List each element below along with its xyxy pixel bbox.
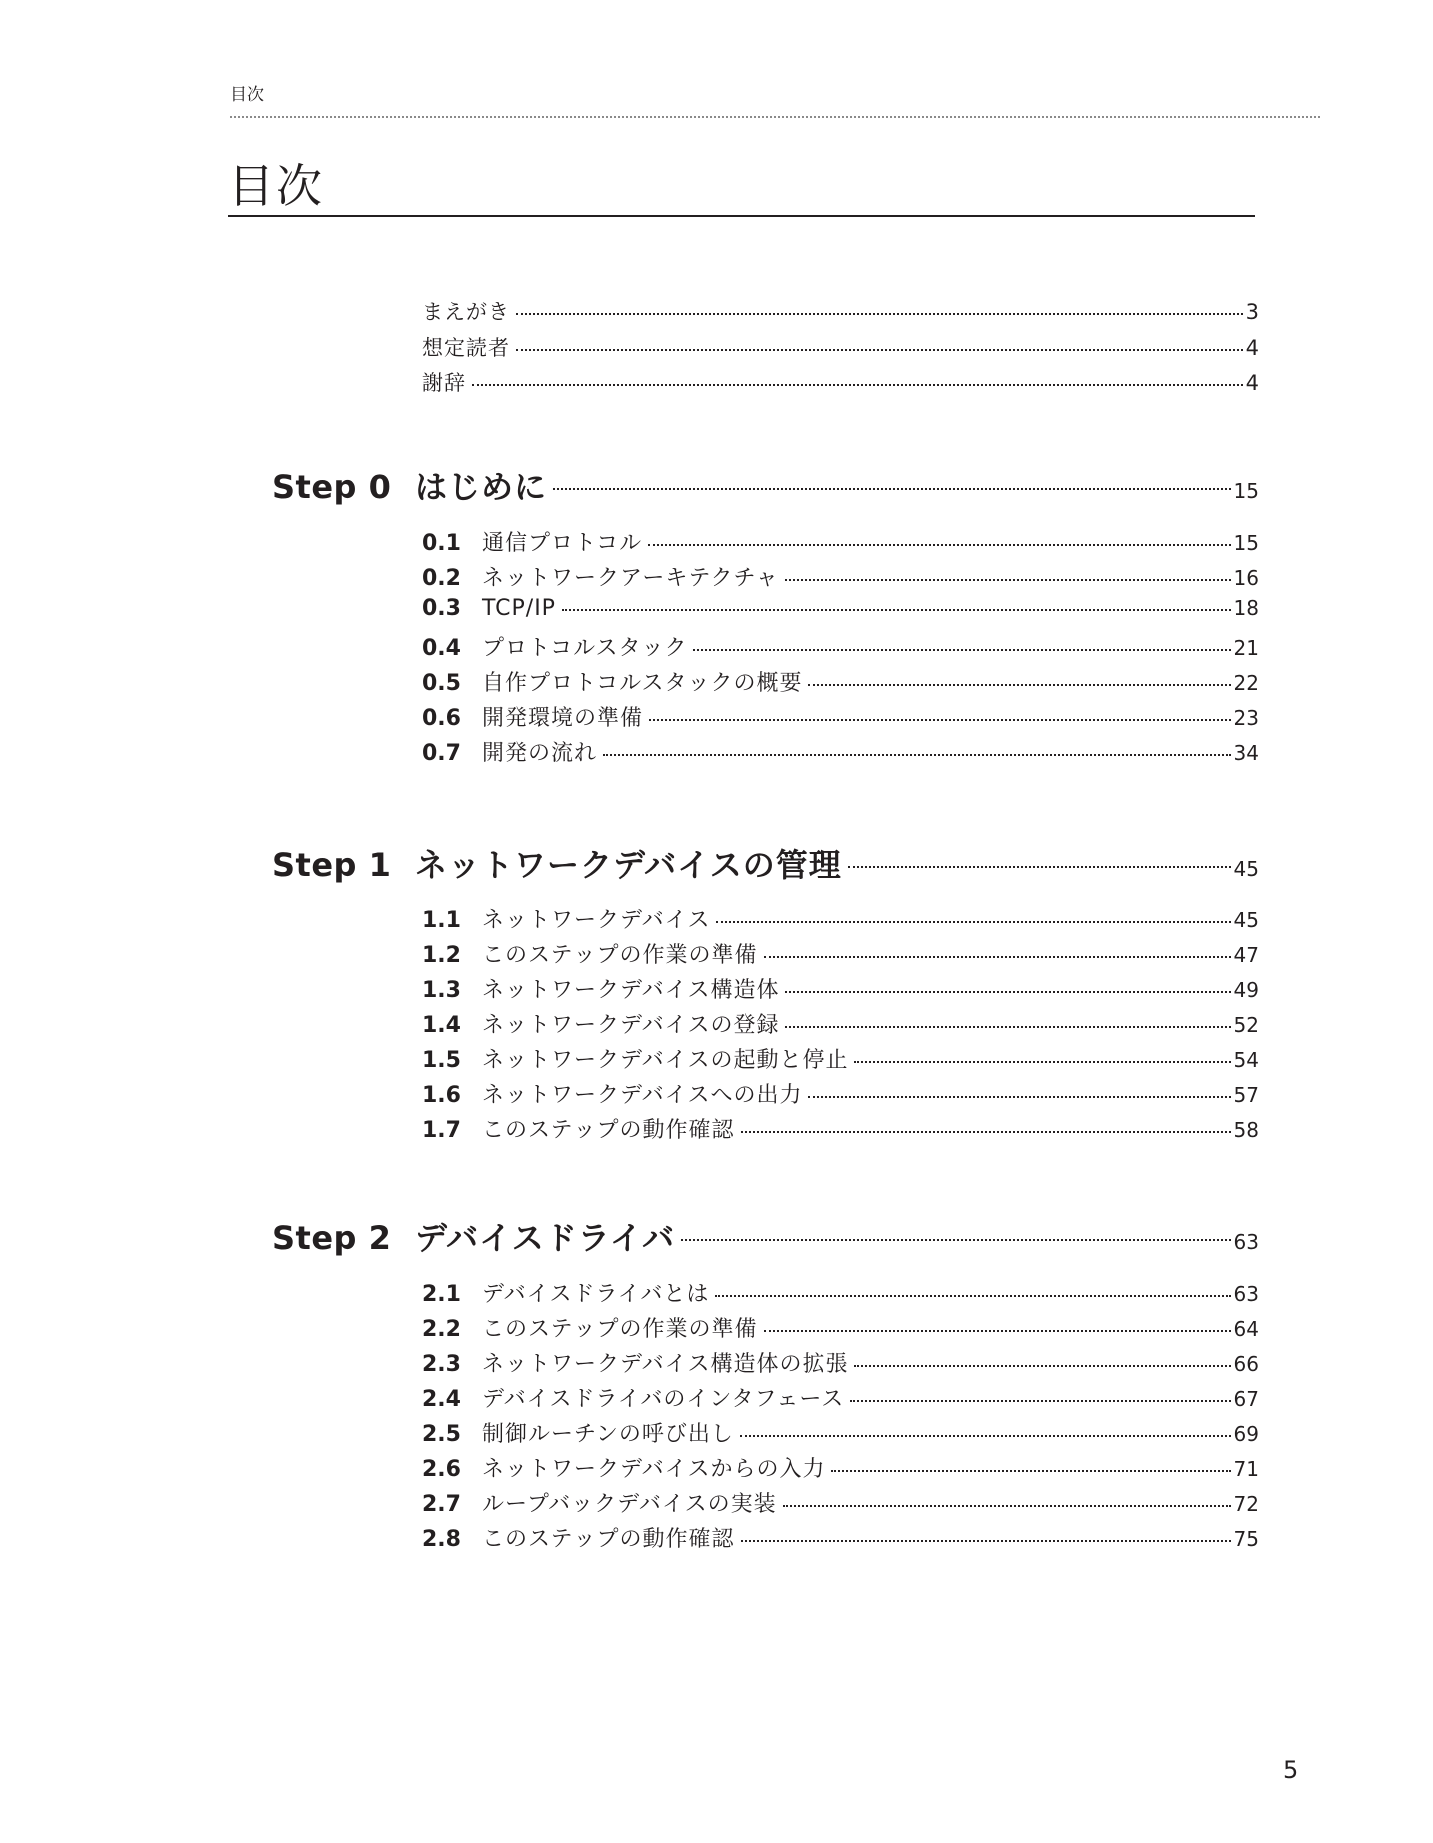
dot-leader	[516, 349, 1243, 351]
step-tag: Step 2	[272, 1219, 392, 1257]
section-title: ネットワークデバイスへの出力	[482, 1083, 803, 1108]
section-title: デバイスドライバのインタフェース	[482, 1387, 845, 1412]
dot-leader	[785, 579, 1231, 581]
dot-leader	[715, 1295, 1230, 1297]
dot-leader	[648, 544, 1230, 546]
dot-leader	[848, 866, 1231, 868]
toc-section-0-7[interactable]	[422, 736, 1259, 767]
toc-page-number: 49	[1233, 978, 1259, 1002]
toc-section-1-3[interactable]	[422, 973, 1259, 1004]
section-number: 2.5	[422, 1422, 461, 1447]
toc-entry-label: 想定読者	[422, 336, 510, 360]
section-number: 0.4	[422, 636, 461, 661]
section-number: 1.5	[422, 1048, 461, 1073]
section-title: ネットワークデバイス	[482, 908, 711, 933]
section-number: 1.2	[422, 943, 461, 968]
toc-page-number: 72	[1233, 1492, 1259, 1516]
toc-page-number: 3	[1245, 300, 1259, 324]
section-number: 0.7	[422, 741, 461, 766]
toc-section-0-5[interactable]	[422, 666, 1259, 697]
section-number: 1.1	[422, 908, 461, 933]
step-tag: Step 1	[272, 846, 392, 884]
section-title: 開発環境の準備	[482, 706, 644, 731]
dot-leader	[764, 956, 1231, 958]
dot-leader	[741, 1540, 1231, 1542]
step-title: はじめに	[415, 468, 548, 506]
toc-page-number: 57	[1233, 1083, 1259, 1107]
toc-page-number: 63	[1233, 1230, 1259, 1254]
dot-leader	[740, 1435, 1231, 1437]
toc-page-number: 4	[1245, 371, 1259, 395]
dot-leader	[831, 1470, 1230, 1472]
toc-section-1-5[interactable]	[422, 1043, 1259, 1074]
toc-section-0-3[interactable]	[422, 596, 1259, 621]
section-number: 2.1	[422, 1282, 461, 1307]
dot-leader	[764, 1330, 1231, 1332]
section-title: ネットワークデバイスからの入力	[482, 1457, 826, 1482]
toc-page-number: 64	[1233, 1317, 1259, 1341]
section-title: ネットワークデバイスの登録	[482, 1013, 780, 1038]
dot-leader	[562, 609, 1231, 611]
toc-section-2-5[interactable]	[422, 1417, 1259, 1448]
section-title: このステップの作業の準備	[482, 1317, 758, 1342]
toc-entry-acknowledgements[interactable]	[422, 367, 1259, 397]
section-number: 2.8	[422, 1527, 461, 1552]
section-title: このステップの動作確認	[482, 1527, 735, 1552]
dot-leader	[785, 1026, 1230, 1028]
dot-leader	[854, 1061, 1230, 1063]
toc-page-number: 18	[1233, 596, 1259, 620]
toc-section-2-8[interactable]	[422, 1522, 1259, 1553]
toc-section-0-4[interactable]	[422, 631, 1259, 662]
section-number: 2.4	[422, 1387, 461, 1412]
section-title: ネットワークデバイス構造体	[482, 978, 780, 1003]
section-title: 自作プロトコルスタックの概要	[482, 671, 803, 696]
dot-leader	[553, 488, 1231, 490]
section-number: 1.6	[422, 1083, 461, 1108]
section-title: ネットワークデバイスの起動と停止	[482, 1048, 849, 1073]
header-dotted-rule	[230, 116, 1320, 118]
section-title: プロトコルスタック	[482, 636, 688, 661]
step-title: デバイスドライバ	[415, 1219, 676, 1257]
toc-page-number: 71	[1233, 1457, 1259, 1481]
dot-leader	[681, 1239, 1230, 1241]
section-title: TCP/IP	[482, 596, 556, 621]
dot-leader	[785, 991, 1230, 993]
step-tag: Step 0	[272, 468, 392, 506]
toc-entry-label: まえがき	[422, 300, 510, 324]
toc-section-1-7[interactable]	[422, 1113, 1259, 1144]
toc-page-number: 67	[1233, 1387, 1259, 1411]
toc-section-1-6[interactable]	[422, 1078, 1259, 1109]
toc-page-number: 4	[1245, 336, 1259, 360]
page-title: 目次	[228, 159, 324, 213]
section-title: ネットワークアーキテクチャ	[482, 566, 779, 591]
toc-page-number: 15	[1233, 531, 1259, 555]
dot-leader	[693, 649, 1230, 651]
section-number: 0.2	[422, 566, 461, 591]
dot-leader	[808, 1096, 1230, 1098]
section-title: 制御ルーチンの呼び出し	[482, 1422, 734, 1447]
section-number: 0.1	[422, 531, 461, 556]
toc-page-number: 54	[1233, 1048, 1259, 1072]
toc-page-number: 21	[1233, 636, 1259, 660]
toc-entry-readers[interactable]	[422, 332, 1259, 362]
dot-leader	[716, 921, 1230, 923]
dot-leader	[854, 1365, 1230, 1367]
toc-section-2-6[interactable]	[422, 1452, 1259, 1483]
section-title: 通信プロトコル	[482, 531, 643, 556]
section-number: 1.7	[422, 1118, 461, 1143]
toc-page-number: 22	[1233, 671, 1259, 695]
toc-page-number: 47	[1233, 943, 1259, 967]
toc-section-1-2[interactable]	[422, 938, 1259, 969]
dot-leader	[808, 684, 1230, 686]
step-title: ネットワークデバイスの管理	[415, 846, 842, 884]
section-title: 開発の流れ	[482, 741, 598, 766]
toc-section-1-1[interactable]	[422, 903, 1259, 934]
section-number: 2.7	[422, 1492, 461, 1517]
dot-leader	[850, 1400, 1230, 1402]
dot-leader	[741, 1131, 1231, 1133]
toc-section-2-4[interactable]	[422, 1382, 1259, 1413]
toc-page-number: 45	[1233, 908, 1259, 932]
dot-leader	[783, 1505, 1231, 1507]
section-number: 1.4	[422, 1013, 461, 1038]
toc-page-number: 63	[1233, 1282, 1259, 1306]
toc-page-number: 23	[1233, 706, 1259, 730]
section-title: デバイスドライバとは	[482, 1282, 710, 1307]
section-number: 1.3	[422, 978, 461, 1003]
toc-step-0[interactable]	[272, 462, 1259, 508]
section-title: このステップの動作確認	[482, 1118, 735, 1143]
toc-section-0-1[interactable]	[422, 526, 1259, 557]
toc-section-2-3[interactable]	[422, 1347, 1259, 1378]
running-head: 目次	[230, 85, 264, 105]
toc-page-number: 58	[1233, 1118, 1259, 1142]
dot-leader	[649, 719, 1231, 721]
toc-step-2[interactable]	[272, 1213, 1259, 1259]
toc-page-number: 15	[1233, 479, 1259, 503]
section-title: このステップの作業の準備	[482, 943, 758, 968]
section-number: 0.5	[422, 671, 461, 696]
toc-section-2-7[interactable]	[422, 1487, 1259, 1518]
toc-section-2-2[interactable]	[422, 1312, 1259, 1343]
section-number: 2.2	[422, 1317, 461, 1342]
page-number: 5	[1283, 1756, 1299, 1784]
toc-section-1-4[interactable]	[422, 1008, 1259, 1039]
toc-page-number: 69	[1233, 1422, 1259, 1446]
toc-section-0-6[interactable]	[422, 701, 1259, 732]
toc-step-1[interactable]	[272, 840, 1259, 886]
toc-page-number: 34	[1233, 741, 1259, 765]
toc-section-0-2[interactable]	[422, 561, 1259, 592]
toc-page-number: 16	[1233, 566, 1259, 590]
toc-entry-maegaki[interactable]	[422, 296, 1259, 326]
section-number: 2.6	[422, 1457, 461, 1482]
dot-leader	[516, 313, 1243, 315]
toc-section-2-1[interactable]	[422, 1277, 1259, 1308]
section-number: 0.3	[422, 596, 461, 621]
toc-page-number: 66	[1233, 1352, 1259, 1376]
section-number: 0.6	[422, 706, 461, 731]
title-rule	[228, 215, 1255, 217]
toc-page-number: 52	[1233, 1013, 1259, 1037]
section-title: ループバックデバイスの実装	[482, 1492, 777, 1517]
toc-entry-label: 謝辞	[422, 371, 466, 395]
dot-leader	[472, 384, 1243, 386]
section-title: ネットワークデバイス構造体の拡張	[482, 1352, 849, 1377]
toc-page-number: 75	[1233, 1527, 1259, 1551]
section-number: 2.3	[422, 1352, 461, 1377]
toc-page-number: 45	[1233, 857, 1259, 881]
dot-leader	[603, 754, 1231, 756]
